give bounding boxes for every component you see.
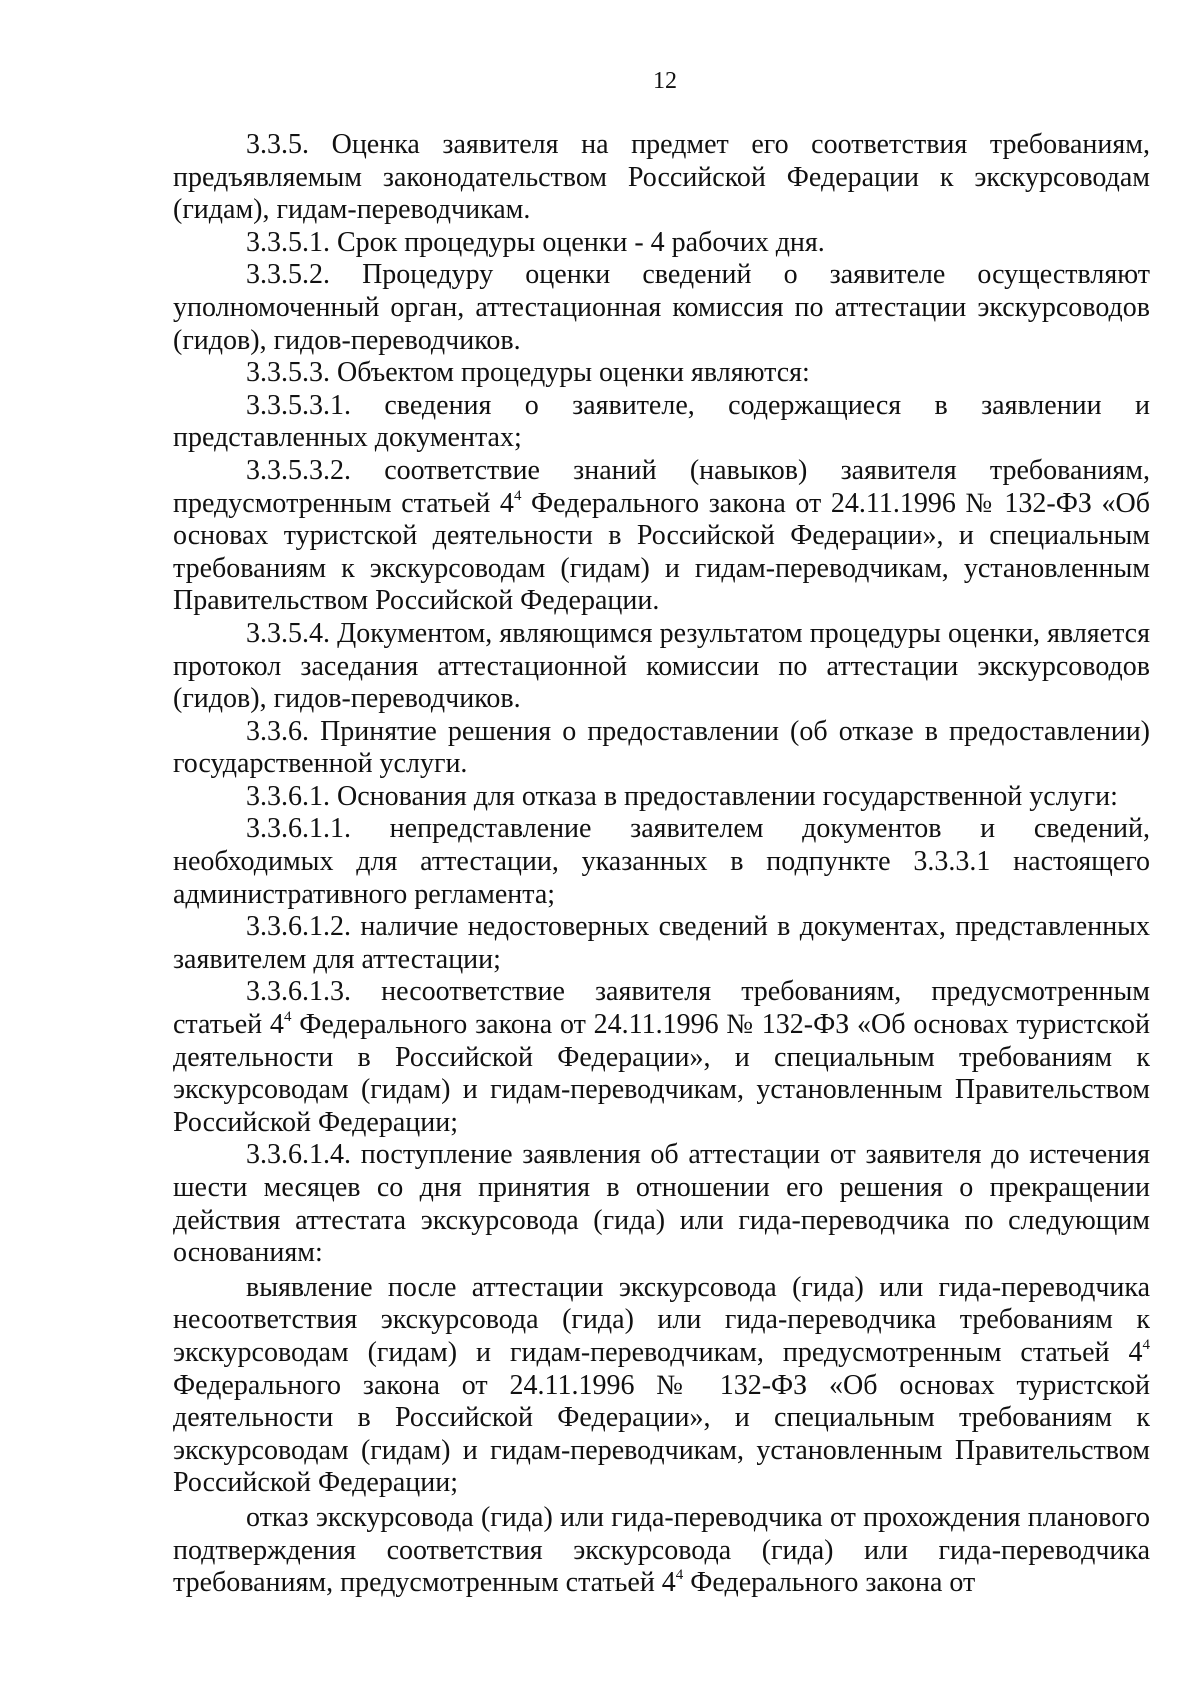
- article-superscript: 4: [513, 487, 522, 504]
- paragraph-ground-noncompliance: [173, 1272, 1150, 1500]
- article-superscript: 4: [283, 1009, 292, 1026]
- paragraph-text-before-superscript: 3.3.5.3.2. соответствие знаний (навыков) заявителя требованиям, предусмотренным статьей 4: [173, 454, 1150, 519]
- paragraph-3-3-6-1-3: [173, 976, 1150, 1139]
- paragraph-3-3-5-4: 3.3.5.4. Документом, являющимся результатом процедуры оценки, является протокол заседания аттестационной комиссии по аттестации экскурсоводов (гидов), гидов-переводчиков.: [173, 617, 1150, 715]
- paragraph-3-3-6-1-1: 3.3.6.1.1. непредставление заявителем документов и сведений, необходимых для аттестации, указанных в подпункте 3.3.3.1 настоящего административного регламента;: [173, 813, 1150, 910]
- paragraph-3-3-5-3: 3.3.5.3. Объектом процедуры оценки являются:: [246, 357, 810, 389]
- paragraph-text-after-superscript: Федерального закона от 24.11.1996 № 132-ФЗ «Об основах туристской деятельности в Российской Федерации», и специальным требованиям к экскурсоводам (гидам) и гидам-переводчикам, установленным Правительством Российской Федерации.: [173, 487, 1150, 617]
- paragraph-text-before-superscript: отказ экскурсовода (гида) или гида-переводчика от прохождения планового подтверждения соответствия экскурсовода (гида) или гида-переводчика требованиям, предусмотренным статьей 4: [173, 1501, 1150, 1599]
- paragraph-3-3-6-1-2: 3.3.6.1.2. наличие недостоверных сведений в документах, представленных заявителем для аттестации;: [173, 911, 1150, 975]
- paragraph-3-3-5-3-2: [173, 455, 1150, 618]
- paragraph-3-3-6-1: 3.3.6.1. Основания для отказа в предоставлении государственной услуги:: [246, 780, 1118, 812]
- paragraph-3-3-5-3-1: 3.3.5.3.1. сведения о заявителе, содержащиеся в заявлении и представленных документах;: [173, 389, 1150, 454]
- paragraph-3-3-6-1-4: 3.3.6.1.4. поступление заявления об аттестации от заявителя до истечения шести месяцев со дня принятия в отношении его решения о прекращении действия аттестата экскурсовода (гида) или гида-переводчика по следующим основаниям:: [173, 1139, 1150, 1269]
- article-superscript: 4: [675, 1567, 684, 1584]
- paragraph-3-3-5-2: 3.3.5.2. Процедуру оценки сведений о заявителе осуществляют уполномоченный орган, аттестационная комиссия по аттестации экскурсоводов (гидов), гидов-переводчиков.: [173, 259, 1150, 356]
- paragraph-text-before-superscript: выявление после аттестации экскурсовода (гида) или гида-переводчика несоответствия экскурсовода (гида) или гида-переводчика требованиям к экскурсоводам (гидам) и гидам-переводчикам, предусмотренным статьей 4: [173, 1271, 1150, 1368]
- paragraph-ground-refusal: [173, 1502, 1150, 1600]
- article-superscript: 4: [1142, 1336, 1150, 1353]
- paragraph-3-3-6: 3.3.6. Принятие решения о предоставлении (об отказе в предоставлении) государственной услуги.: [173, 715, 1150, 780]
- paragraph-3-3-5: 3.3.5. Оценка заявителя на предмет его соответствия требованиям, предъявляемым законодательством Российской Федерации к экскурсоводам (гидам), гидам-переводчикам.: [173, 129, 1150, 226]
- paragraph-text-after-superscript: Федерального закона от 24.11.1996 № 132-ФЗ «Об основах туристской деятельности в Российской Федерации», и специальным требованиям к экскурсоводам (гидам) и гидам-переводчикам, установленным Правительством Российской Федерации;: [173, 1369, 1150, 1499]
- paragraph-text-after-superscript: Федерального закона от: [683, 1567, 976, 1599]
- document-body: [173, 129, 1150, 1600]
- paragraph-3-3-5-1: 3.3.5.1. Срок процедуры оценки - 4 рабочих дня.: [246, 226, 825, 258]
- paragraph-text-after-superscript: Федерального закона от 24.11.1996 № 132-ФЗ «Об основах туристской деятельности в Российской Федерации», и специальным требованиям к экскурсоводам (гидам) и гидам-переводчикам, установленным Правительством Российской Федерации;: [173, 1009, 1150, 1138]
- paragraph-text-before-superscript: 3.3.6.1.3. несоответствие заявителя требованиям, предусмотренным статьей 4: [173, 976, 1150, 1041]
- page-number: 12: [653, 68, 677, 94]
